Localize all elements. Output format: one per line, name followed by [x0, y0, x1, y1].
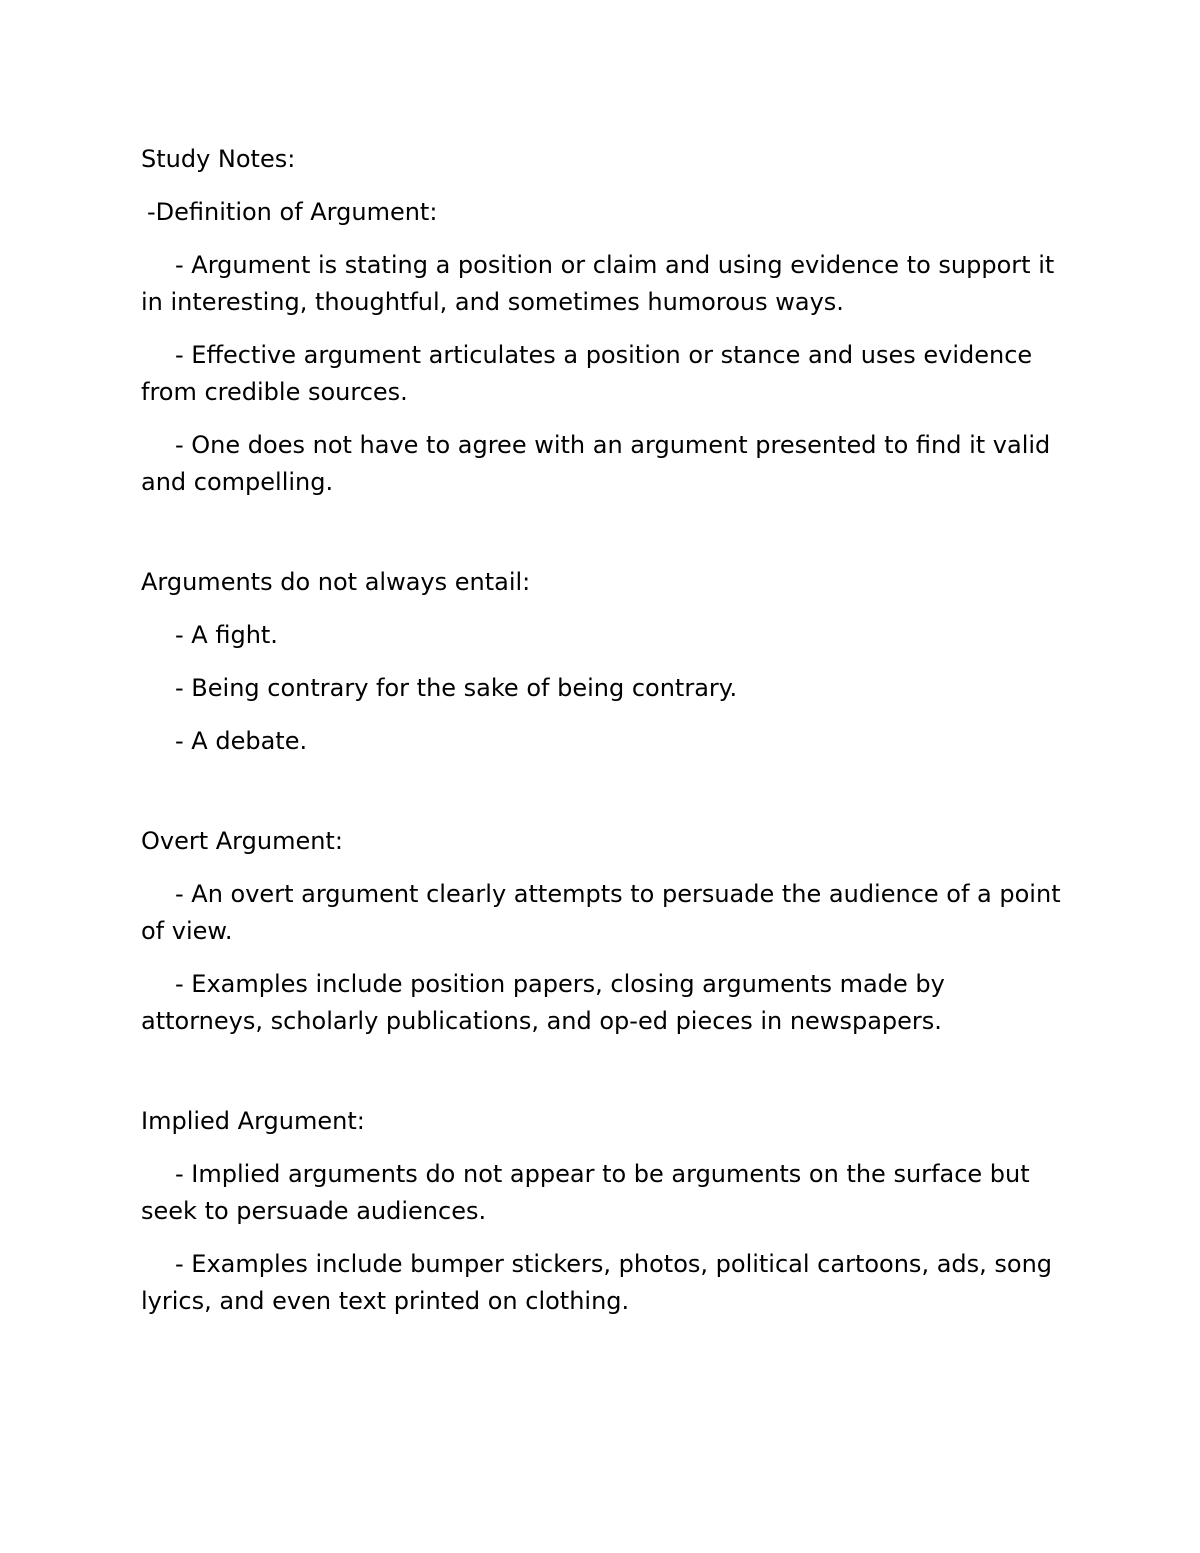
not-entail-point: - A fight.	[175, 621, 278, 649]
not-entail-point: - Being contrary for the sake of being contrary.	[175, 674, 738, 702]
implied-point: - Implied arguments do not appear to be arguments on the surface but seek to persuade audiences.	[141, 1160, 1038, 1225]
document-title: Study Notes:	[141, 145, 296, 173]
definition-heading: -Definition of Argument:	[147, 198, 438, 226]
not-entail-heading: Arguments do not always entail:	[141, 568, 531, 596]
definition-point: - Effective argument articulates a position or stance and uses evidence from credible sources.	[141, 341, 1040, 406]
implied-heading: Implied Argument:	[141, 1107, 365, 1135]
section-spacer	[141, 517, 1071, 564]
overt-point: - An overt argument clearly attempts to persuade the audience of a point of view.	[141, 880, 1069, 945]
overt-point: - Examples include position papers, closing arguments made by attorneys, scholarly publications, and op-ed pieces in newspapers.	[141, 970, 953, 1035]
overt-heading: Overt Argument:	[141, 827, 343, 855]
section-spacer	[141, 1056, 1071, 1103]
section-spacer	[141, 776, 1071, 823]
not-entail-point: - A debate.	[175, 727, 308, 755]
document-body	[141, 141, 1071, 1336]
definition-point: - Argument is stating a position or claim and using evidence to support it in interesting, thoughtful, and sometimes humorous ways.	[141, 251, 1062, 316]
definition-point: - One does not have to agree with an argument presented to find it valid and compelling.	[141, 431, 1058, 496]
implied-point: - Examples include bumper stickers, photos, political cartoons, ads, song lyrics, and even text printed on clothing.	[141, 1250, 1060, 1315]
